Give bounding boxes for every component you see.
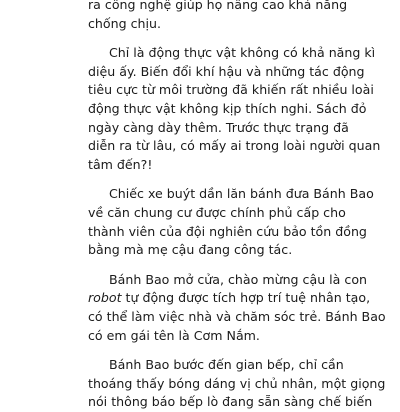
text-line: có thể làm việc nhà và chăm sóc trẻ. Bánh Bao xyxy=(88,309,386,325)
text-line: về căn chung cư được chính phủ cấp cho xyxy=(88,205,346,221)
text-line: Bánh Bao mở cửa, chào mừng cậu là con xyxy=(109,271,368,287)
text-line: có em gái tên là Cơm Nắm. xyxy=(88,327,260,343)
paragraph-1 xyxy=(88,0,348,33)
text-line: chống chịu. xyxy=(88,15,161,31)
text-line: tiêu cực từ môi trường đã khiến rất nhiều loài xyxy=(88,82,374,98)
text-line: ra công nghệ giúp họ nâng cao khả năng xyxy=(88,0,348,12)
text-line: Chiếc xe buýt dần lăn bánh đưa Bánh Bao xyxy=(109,186,374,202)
text-line: Chỉ là động thực vật không có khả năng kì xyxy=(109,44,376,60)
text-line: Bánh Bao bước đến gian bếp, chỉ cần xyxy=(109,357,344,373)
paragraph-3 xyxy=(88,185,374,260)
text-span: tự động được tích hợp trí tuệ nhân tạo, xyxy=(121,290,371,306)
paragraph-4 xyxy=(88,271,386,346)
text-line: bằng mà mẹ cậu đang công tác. xyxy=(88,242,293,258)
text-line: nói thông báo bếp lò đang sẵn sàng chế biến xyxy=(88,394,373,410)
text-line: thoáng thấy bóng dáng vị chủ nhân, một giọng xyxy=(88,375,386,391)
text-line: diệu ấy. Biến đổi khí hậu và những tác động xyxy=(88,63,365,79)
text-line: ngày càng dày thêm. Trước thực trạng đã xyxy=(88,119,349,135)
body-text xyxy=(88,0,386,412)
text-line: động thực vật không kịp thích nghi. Sách đỏ xyxy=(88,101,367,117)
text-line xyxy=(88,289,371,308)
text-line: diễn ra từ lâu, có mấy ai trong loài người quan xyxy=(88,138,381,154)
text-line: thành viên của đội nghiên cứu bảo tồn đồng xyxy=(88,223,367,239)
text-line: tâm đến?! xyxy=(88,157,153,173)
italic-word: robot xyxy=(88,290,122,306)
paragraph-5 xyxy=(88,356,386,412)
paragraph-2 xyxy=(88,44,381,175)
